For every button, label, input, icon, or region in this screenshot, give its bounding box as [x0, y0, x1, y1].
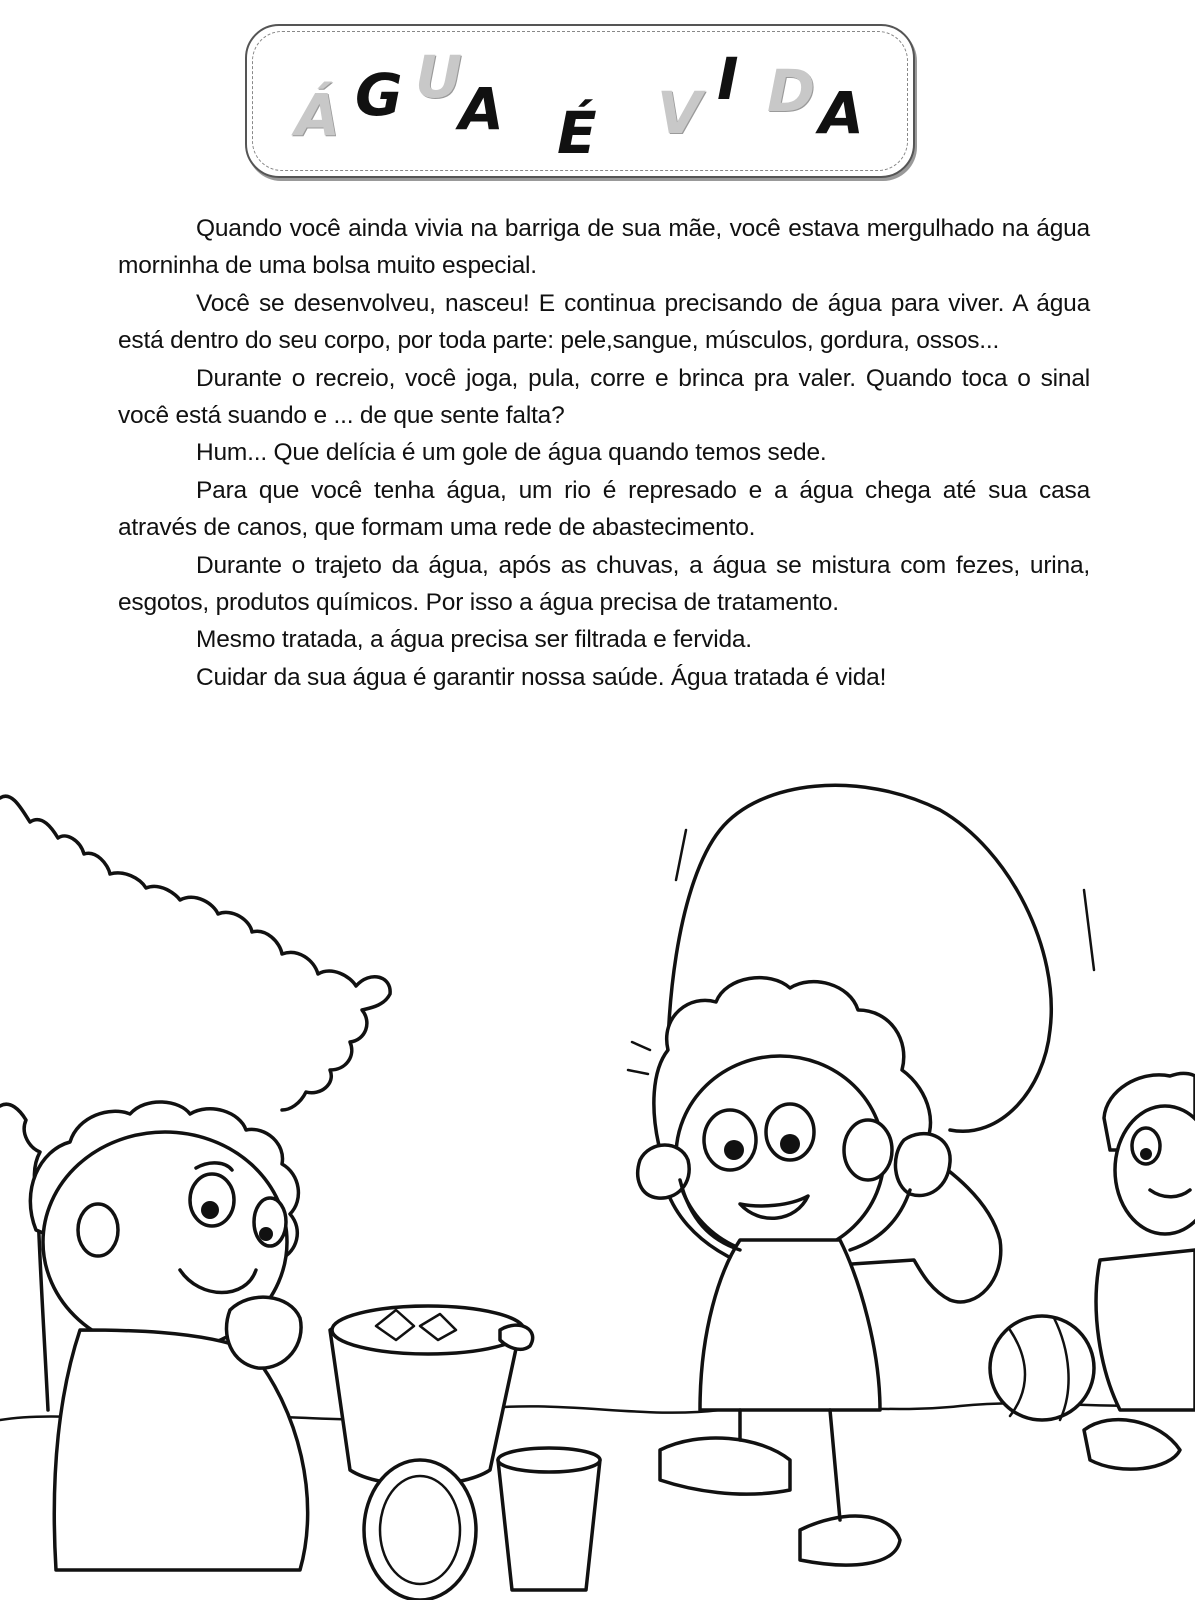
title-letter-4: A — [459, 75, 504, 143]
reading-text — [118, 210, 1090, 696]
title-letter-5: É — [557, 99, 597, 167]
boy-left — [30, 1102, 307, 1570]
motion-line-4 — [628, 1070, 648, 1074]
title-letter-6: V — [657, 79, 702, 147]
title-letter-7: I — [717, 45, 739, 113]
girl-ear — [844, 1120, 892, 1180]
title-banner — [245, 24, 915, 178]
glass-body — [498, 1460, 600, 1590]
children-playing-illustration — [0, 770, 1195, 1600]
boy-right-pupil — [1140, 1148, 1152, 1160]
tree-outline — [0, 796, 390, 1110]
motion-line-1 — [676, 830, 686, 880]
title-letter-1: Á — [295, 81, 340, 149]
girl-shoe-right — [800, 1516, 900, 1565]
beach-ball — [990, 1316, 1094, 1420]
boy-right-shoe — [1084, 1420, 1180, 1470]
girl-leg-right — [830, 1410, 840, 1520]
title-letter-3: U — [415, 43, 463, 111]
water-glass — [498, 1448, 600, 1590]
boy-left-pupil-left — [201, 1201, 219, 1219]
water-splash — [500, 1325, 533, 1349]
paragraph-3: Durante o recreio, você joga, pula, corre e brinca pra valer. Quando toca o sinal você está suando e ... de que sente falta? — [118, 364, 1090, 430]
title-letter-8: D — [767, 57, 816, 125]
girl-pupil-right — [780, 1134, 800, 1154]
glass-rim — [498, 1448, 600, 1472]
boy-left-pupil-right — [259, 1227, 273, 1241]
paragraph-2: Você se desenvolveu, nasceu! E continua precisando de água para viver. A água está dentro do seu corpo, por toda parte: pele,sangue, músculos, gordura, ossos... — [118, 289, 1090, 355]
girl-jumping — [638, 978, 1001, 1565]
ball-outline — [990, 1316, 1094, 1420]
girl-shoe-left — [660, 1438, 790, 1494]
motion-line-2 — [1084, 890, 1094, 970]
pitcher-rim — [332, 1306, 524, 1354]
motion-line-3 — [632, 1042, 650, 1050]
boy-right-body — [1096, 1250, 1195, 1410]
title-letter-2: G — [355, 61, 403, 129]
boy-right — [1084, 1073, 1195, 1469]
boy-left-hands — [226, 1297, 301, 1368]
girl-eye-left — [704, 1110, 756, 1170]
coloring-drawing — [0, 770, 1195, 1600]
paragraph-7: Mesmo tratada, a água precisa ser filtrada e fervida. — [196, 626, 752, 654]
tree-trunk-left — [0, 1104, 48, 1410]
title-letter-9: A — [819, 79, 864, 147]
paragraph-6: Durante o trajeto da água, após as chuvas, a água se mistura com fezes, urina, esgotos, produtos químicos. Por isso a água precisa de tratamento. — [118, 551, 1090, 617]
paragraph-5: Para que você tenha água, um rio é represado e a água chega até sua casa através de canos, que formam uma rede de abastecimento. — [118, 476, 1090, 542]
paragraph-8: Cuidar da sua água é garantir nossa saúde. Água tratada é vida! — [196, 663, 887, 691]
girl-pupil-left — [724, 1140, 744, 1160]
paragraph-4: Hum... Que delícia é um gole de água quando temos sede. — [196, 439, 827, 467]
girl-dress — [700, 1240, 880, 1410]
girl-hand-right — [895, 1134, 950, 1196]
paragraph-1: Quando você ainda vivia na barriga de sua mãe, você estava mergulhado na água morninha de uma bolsa muito especial. — [118, 215, 1090, 280]
boy-left-ear — [78, 1204, 118, 1256]
